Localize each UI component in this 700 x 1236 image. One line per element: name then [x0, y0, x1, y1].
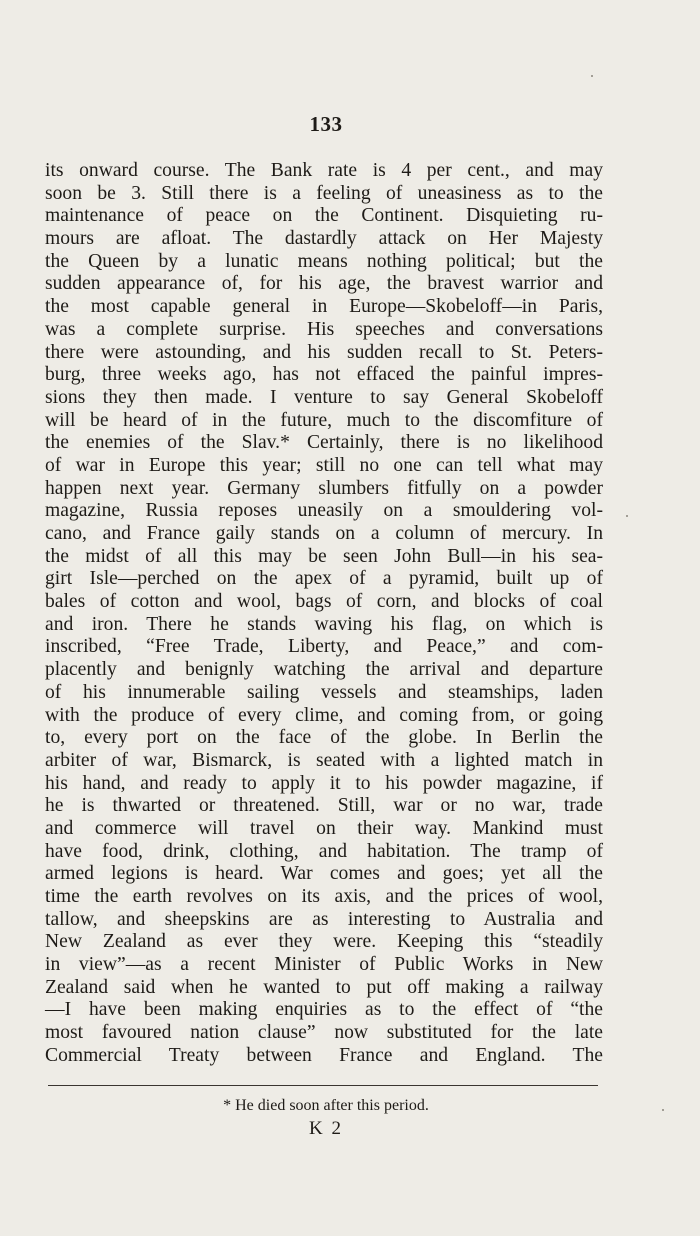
text-line: magazine, Russia reposes uneasily on a smouldering vol- — [45, 500, 603, 522]
text-line: will be heard of in the future, much to the discomfiture of — [45, 409, 603, 431]
text-line: have food, drink, clothing, and habitation. The tramp of — [45, 840, 603, 862]
text-line: maintenance of peace on the Continent. Disquieting ru- — [45, 205, 603, 227]
text-line: there were astounding, and his sudden recall to St. Peters- — [45, 341, 603, 363]
paper-speck — [662, 1109, 664, 1111]
text-line: tallow, and sheepskins are as interesting to Australia and — [45, 908, 603, 930]
footnote-divider — [48, 1085, 598, 1086]
text-line: the midst of all this may be seen John Bull—in his sea- — [45, 545, 603, 567]
text-line: and iron. There he stands waving his flag, on which is — [45, 613, 603, 635]
body-text — [45, 160, 603, 1068]
text-line: its onward course. The Bank rate is 4 per cent., and may — [45, 160, 603, 181]
text-line: was a complete surprise. His speeches and conversations — [45, 318, 603, 340]
text-line: the enemies of the Slav.* Certainly, there is no likelihood — [45, 432, 603, 454]
text-line: and commerce will travel on their way. Mankind must — [45, 817, 603, 839]
text-line: happen next year. Germany slumbers fitfully on a powder — [45, 477, 603, 499]
text-line: in view”—as a recent Minister of Public Works in New — [45, 954, 603, 976]
text-line: inscribed, “Free Trade, Liberty, and Peace,” and com- — [45, 636, 603, 658]
text-line: of his innumerable sailing vessels and steamships, laden — [45, 681, 603, 703]
text-line: of war in Europe this year; still no one can tell what may — [45, 454, 603, 476]
text-line: with the produce of every clime, and coming from, or going — [45, 704, 603, 726]
text-line: New Zealand as ever they were. Keeping this “steadily — [45, 931, 603, 953]
text-line: placently and benignly watching the arrival and departure — [45, 659, 603, 681]
text-line: to, every port on the face of the globe. In Berlin the — [45, 727, 603, 749]
footnote: * He died soon after this period. — [223, 1097, 429, 1114]
text-line: —I have been making enquiries as to the effect of “the — [45, 999, 603, 1021]
text-line: the most capable general in Europe—Skobeloff—in Paris, — [45, 296, 603, 318]
page-number: 133 — [309, 112, 343, 136]
text-line: he is thwarted or threatened. Still, war or no war, trade — [45, 795, 603, 817]
paper-speck — [591, 75, 593, 77]
paper-speck — [626, 515, 628, 517]
text-line: most favoured nation clause” now substituted for the late — [45, 1022, 603, 1044]
text-line: girt Isle—perched on the apex of a pyramid, built up of — [45, 568, 603, 590]
text-line: sions they then made. I venture to say General Skobeloff — [45, 386, 603, 408]
text-line: the Queen by a lunatic means nothing political; but the — [45, 250, 603, 272]
text-line: time the earth revolves on its axis, and the prices of wool, — [45, 886, 603, 907]
text-line: armed legions is heard. War comes and goes; yet all the — [45, 863, 603, 885]
signature-mark: K 2 — [309, 1118, 343, 1139]
text-line: bales of cotton and wool, bags of corn, and blocks of coal — [45, 591, 603, 613]
text-line: Zealand said when he wanted to put off making a railway — [45, 976, 603, 998]
text-line: Commercial Treaty between France and England. The — [45, 1044, 603, 1066]
text-line: soon be 3. Still there is a feeling of uneasiness as to the — [45, 182, 603, 204]
text-line: sudden appearance of, for his age, the bravest warrior and — [45, 273, 603, 295]
text-line: mours are afloat. The dastardly attack on Her Majesty — [45, 228, 603, 250]
text-line: burg, three weeks ago, has not effaced the painful impres- — [45, 364, 603, 386]
text-line: arbiter of war, Bismarck, is seated with a lighted match in — [45, 749, 603, 771]
text-line: cano, and France gaily stands on a column of mercury. In — [45, 523, 603, 544]
text-line: his hand, and ready to apply it to his powder magazine, if — [45, 772, 603, 794]
